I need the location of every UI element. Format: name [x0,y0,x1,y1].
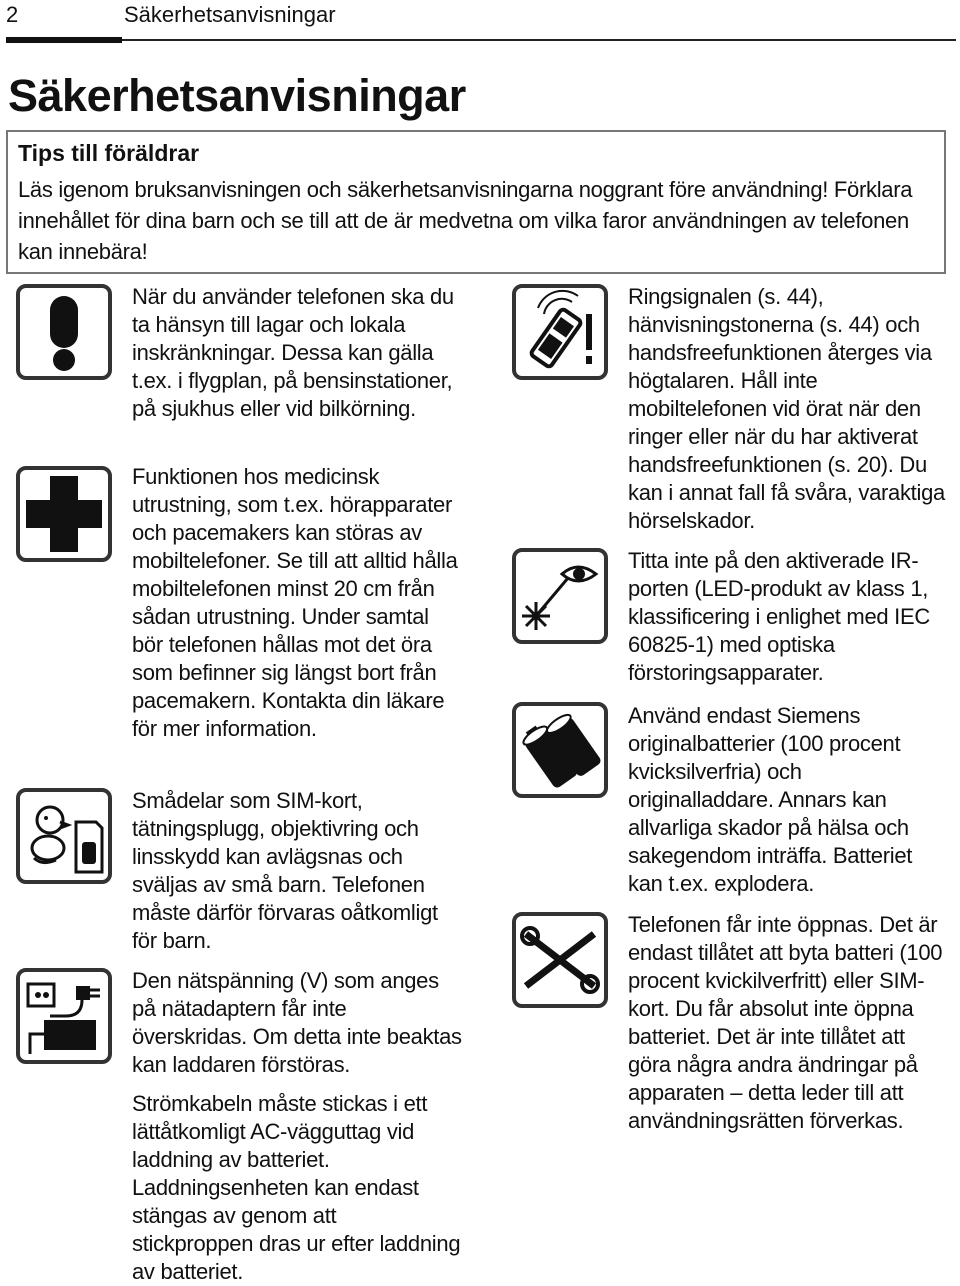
small-parts-text: Smådelar som SIM-kort, tätningsplugg, objektivring och linsskydd kan avlägsnas och sväljas av små barn. Telefonen måste därför förvaras oåtkomligt för barn. [132,788,438,953]
voltage-text: Den nätspänning (V) som anges på nätadaptern får inte överskridas. Om detta inte beaktas kan laddaren förstöras. [132,968,462,1077]
parents-tip-box [6,130,946,274]
left-column-power-cable [132,1090,462,1286]
right-column-no-open [628,911,948,1135]
power-adapter-icon [16,968,112,1064]
ringtone-text: Ringsignalen (s. 44), hänvisningstonerna (s. 44) och handsfreefunktionen återges via högtalaren. Håll inte mobiltelefonen vid örat när den ringer eller när du har aktiverat handsfreefunktionen (s. 20). Du kan i annat fall få svåra, varaktiga hörselskador. [628,284,945,533]
ir-port-text: Titta inte på den aktiverade IR-porten (LED-produkt av klass 1, klassificering i enlighet med IEC 60825-1) med optiska förstoringsapparater. [628,548,930,685]
tip-heading: Tips till föräldrar [18,140,200,166]
no-open-text: Telefonen får inte öppnas. Det är endast tillåtet att byta batteri (100 procent kvickilverfritt) eller SIM-kort. Du får absolut inte öppna batteriet. Det är inte tillåtet att göra några andra ändringar på apparaten – detta leder till att användningsrätten förverkas. [628,912,943,1133]
header-rule [6,39,956,41]
left-column-voltage [132,967,462,1079]
page-number: 2 [6,2,19,27]
header-rule-accent [6,37,122,43]
medical-cross-icon [16,466,112,562]
page-title: Säkerhetsanvisningar [8,70,466,121]
exclamation-icon [16,284,112,380]
right-column-ir [628,547,948,687]
right-column-battery [628,702,948,898]
child-small-parts-icon [16,788,112,884]
running-header: Säkerhetsanvisningar [124,2,336,27]
tip-text: Läs igenom bruksanvisningen och säkerhetsanvisningarna noggrant före användning! Förklara innehållet för dina barn och se till att de är medvetna om vilka faror användningen av telefonen kan innebära! [18,177,913,264]
left-column-medical [132,463,462,743]
left-column [132,283,462,423]
law-restrictions-text: När du använder telefonen ska du ta hänsyn till lagar och lokala inskränkningar. Dessa kan gälla t.ex. i flygplan, på bensinstationer, på sjukhus eller vid bilkörning. [132,284,454,421]
eye-laser-icon [512,548,608,644]
medical-equipment-text: Funktionen hos medicinsk utrustning, som t.ex. hörapparater och pacemakers kan störas av mobiltelefoner. Se till att alltid hålla mobiltelefonen minst 20 cm från sådan utrustning. Under samtal bör telefonen hållas mot det öra som befinner sig längst bort från pacemakern. Kontakta din läkare för mer information. [132,464,458,741]
battery-icon [512,702,608,798]
left-column-small-parts [132,787,462,955]
ringing-phone-icon [512,284,608,380]
no-tools-icon [512,912,608,1008]
power-cable-text: Strömkabeln måste stickas i ett lättåtkomligt AC-vägguttag vid laddning av batteriet. Laddningsenheten kan endast stängas av genom att stickproppen dras ur efter laddning av batteriet. [132,1091,461,1284]
right-column-ringtone [628,283,948,535]
battery-text: Använd endast Siemens originalbatterier (100 procent kvicksilverfria) och originalladdare. Annars kan allvarliga skador på hälsa och sakegendom inträffa. Batteriet kan t.ex. explodera. [628,703,913,896]
